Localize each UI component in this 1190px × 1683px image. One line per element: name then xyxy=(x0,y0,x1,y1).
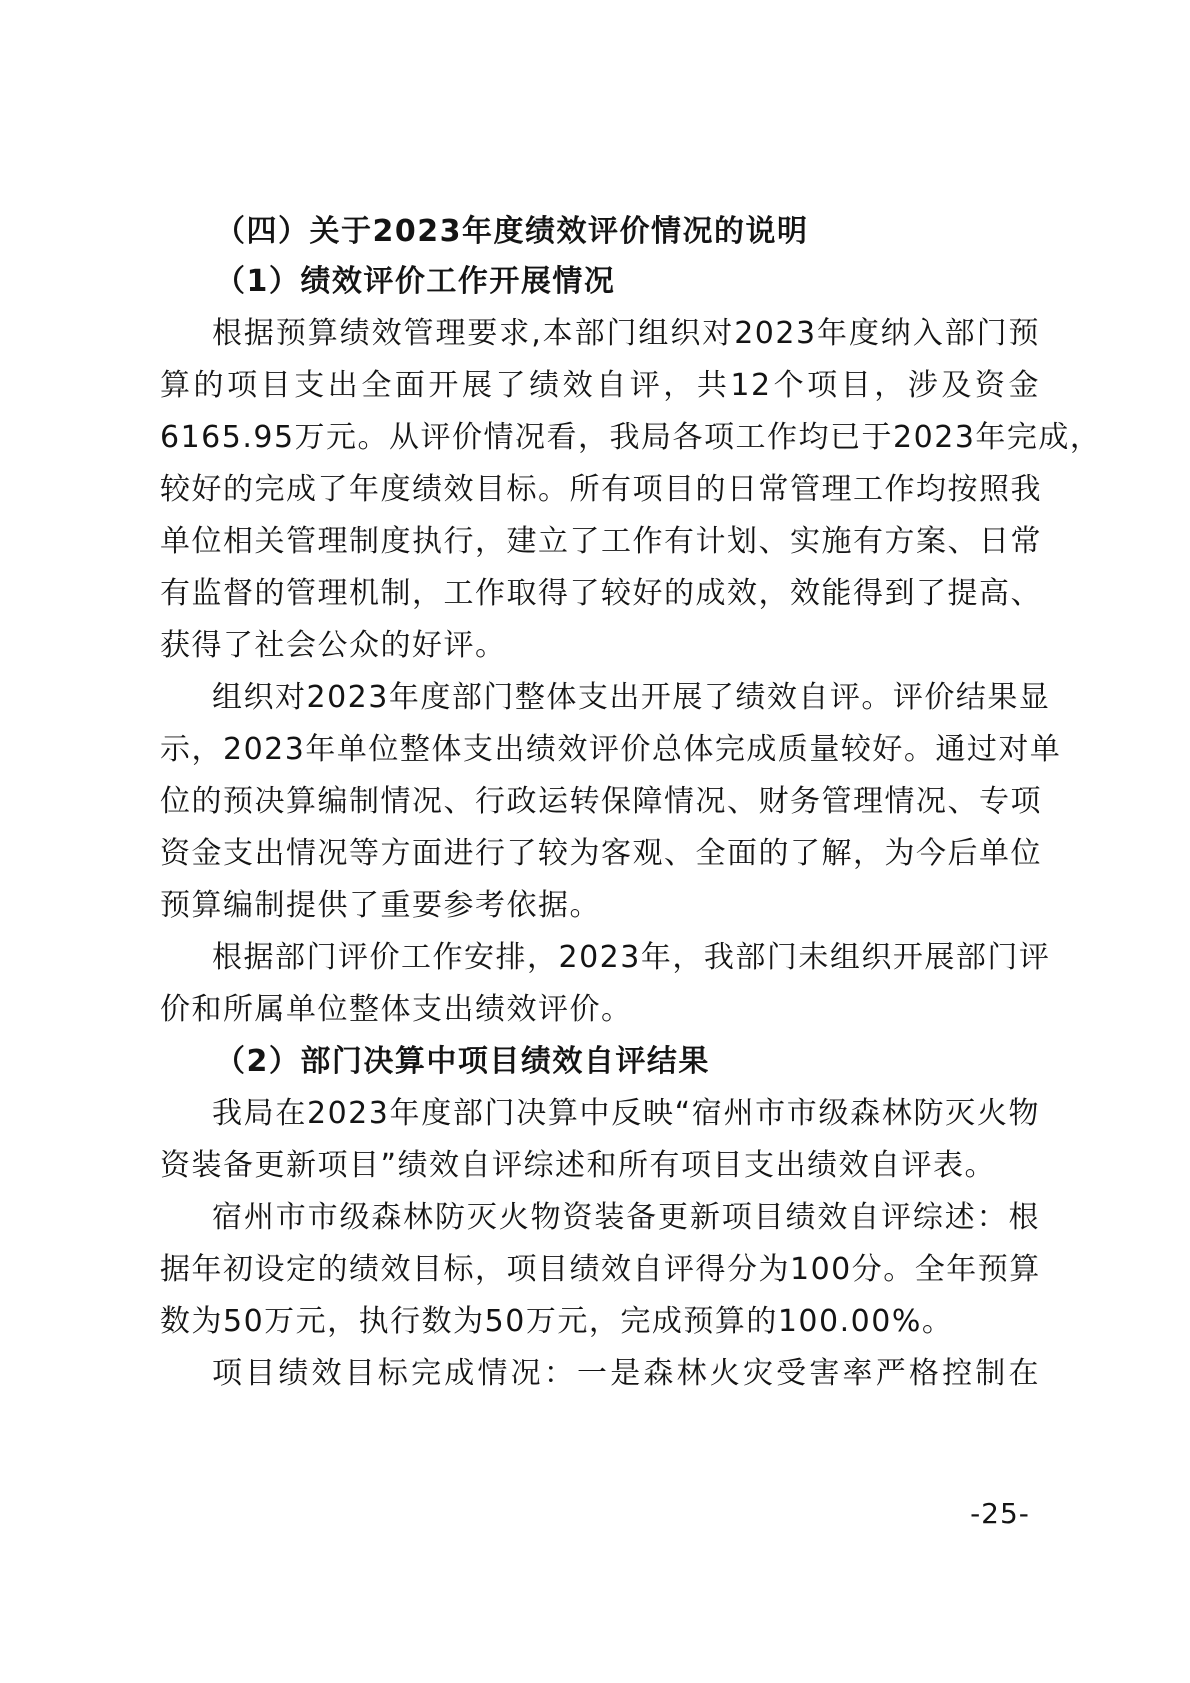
paragraph-line: 资金支出情况等方面进行了较为客观、全面的了解，为今后单位 xyxy=(160,836,1042,871)
paragraph-line: 据年初设定的绩效目标，项目绩效自评得分为100分。全年预算 xyxy=(160,1252,1041,1287)
paragraph-line: 算的项目支出全面开展了绩效自评，共12个项目，涉及资金 xyxy=(160,368,1040,403)
paragraph-line: 较好的完成了年度绩效目标。所有项目的日常管理工作均按照我 xyxy=(160,472,1042,507)
paragraph-line: 单位相关管理制度执行，建立了工作有计划、实施有方案、日常 xyxy=(160,524,1042,559)
section-heading: （四）关于2023年度绩效评价情况的说明 xyxy=(215,214,809,249)
subheading-project-self-evaluation: （2）部门决算中项目绩效自评结果 xyxy=(215,1044,710,1079)
subheading-performance-evaluation: （1）绩效评价工作开展情况 xyxy=(215,264,616,299)
paragraph-line: 获得了社会公众的好评。 xyxy=(160,628,507,663)
paragraph-line: 我局在2023年度部门决算中反映“宿州市市级森林防灭火物 xyxy=(212,1096,1040,1131)
paragraph-line: 有监督的管理机制，工作取得了较好的成效，效能得到了提高、 xyxy=(160,576,1042,611)
paragraph-line: 根据部门评价工作安排，2023年，我部门未组织开展部门评 xyxy=(212,940,1051,975)
paragraph-line: 位的预决算编制情况、行政运转保障情况、财务管理情况、专项 xyxy=(160,784,1042,819)
paragraph-line: 组织对2023年度部门整体支出开展了绩效自评。评价结果显 xyxy=(212,680,1051,715)
paragraph-line: 项目绩效目标完成情况：一是森林火灾受害率严格控制在 xyxy=(212,1356,1040,1391)
paragraph-line: 价和所属单位整体支出绩效评价。 xyxy=(160,992,633,1027)
paragraph-line: 示，2023年单位整体支出绩效评价总体完成质量较好。通过对单 xyxy=(160,732,1062,767)
paragraph-line: 数为50万元，执行数为50万元，完成预算的100.00%。 xyxy=(160,1304,954,1339)
paragraph-line: 根据预算绩效管理要求,本部门组织对2023年度纳入部门预 xyxy=(212,316,1040,351)
paragraph-line: 预算编制提供了重要参考依据。 xyxy=(160,888,601,923)
paragraph-line: 宿州市市级森林防灭火物资装备更新项目绩效自评综述：根 xyxy=(212,1200,1040,1235)
paragraph-line: 资装备更新项目”绩效自评综述和所有项目支出绩效自评表。 xyxy=(160,1148,997,1183)
paragraph-line: 6165.95万元。从评价情况看，我局各项工作均已于2023年完成， xyxy=(160,420,1102,455)
page-number: -25- xyxy=(970,1497,1030,1530)
